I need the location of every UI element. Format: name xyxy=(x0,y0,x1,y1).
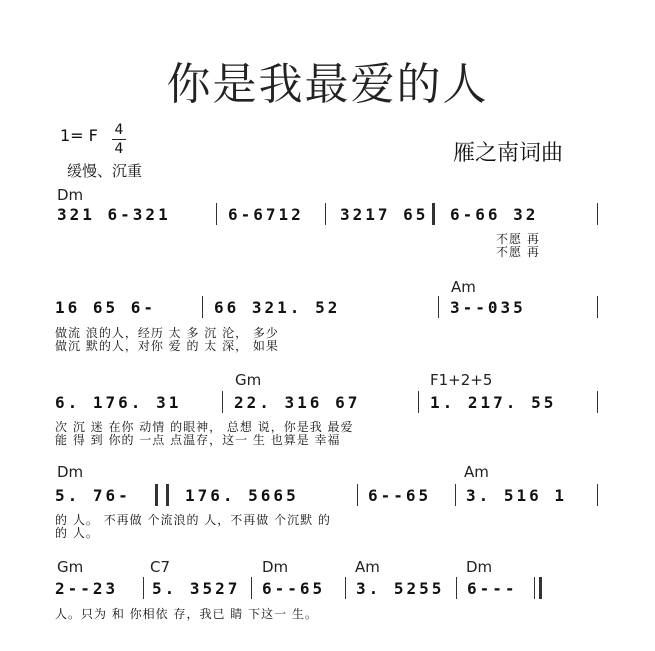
notation-measure: 2--23 xyxy=(55,579,119,598)
bar-line xyxy=(597,484,598,506)
final-bar-thick xyxy=(539,577,542,599)
bar-line xyxy=(418,391,419,413)
bar-line xyxy=(325,203,326,225)
notation-measure: 3--035 xyxy=(450,298,526,317)
bar-line xyxy=(202,296,203,318)
repeat-start-bar xyxy=(432,203,435,225)
time-signature xyxy=(112,122,126,157)
notation-measure: 6--- xyxy=(467,579,518,598)
lyric-line: 的 人。 不再做 个流浪的 人，不再做 个沉默 的 xyxy=(55,513,331,527)
notation-measure: 16 65 6- xyxy=(55,298,157,317)
chord-symbol: C7 xyxy=(150,558,171,576)
chord-symbol: F1+2+5 xyxy=(430,371,493,389)
lyric-line: 不愿 再 xyxy=(496,245,540,259)
lyric-line: 能 得 到 你的 一点 点温存，这一 生 也算是 幸福 xyxy=(55,433,341,447)
composer-credit: 雁之南词曲 xyxy=(453,141,564,166)
notation-measure: 6-66 32 xyxy=(450,205,539,224)
lyric-line: 不愿 再 xyxy=(496,232,540,246)
notation-measure: 6. 176. 31 xyxy=(55,393,182,412)
bar-line xyxy=(597,203,598,225)
chord-symbol: Dm xyxy=(262,558,289,576)
notation-measure: 3217 65 xyxy=(340,205,429,224)
bar-line xyxy=(456,577,457,599)
notation-measure: 321 6-321 xyxy=(57,205,171,224)
chord-symbol: Am xyxy=(355,558,380,576)
bar-line xyxy=(345,577,346,599)
repeat-end-bar xyxy=(155,484,158,506)
notation-measure: 6--65 xyxy=(262,579,326,598)
time-signature-bottom: 4 xyxy=(114,141,124,157)
time-signature-top: 4 xyxy=(114,122,124,138)
notation-measure: 66 321. 52 xyxy=(214,298,341,317)
lyric-line: 人。只为 和 你相依 存，我已 睛 下这一 生。 xyxy=(55,607,318,621)
bar-line xyxy=(455,484,456,506)
notation-measure: 5. 3527 xyxy=(152,579,241,598)
bar-line xyxy=(216,203,217,225)
chord-symbol: Dm xyxy=(57,463,84,481)
chord-symbol: Gm xyxy=(57,558,84,576)
notation-measure: 6--65 xyxy=(368,486,432,505)
bar-line xyxy=(597,391,598,413)
lyric-line: 做沉 默的人，对你 爱 的 太 深， 如果 xyxy=(55,339,279,353)
lyric-line: 的 人。 xyxy=(55,526,99,540)
notation-measure: 22. 316 67 xyxy=(234,393,361,412)
chord-symbol: Am xyxy=(464,463,489,481)
notation-measure: 1. 217. 55 xyxy=(430,393,557,412)
lyric-line: 次 沉 迷 在你 动情 的眼神， 总想 说，你是我 最爱 xyxy=(55,420,354,434)
chord-symbol: Dm xyxy=(466,558,493,576)
notation-measure: 176. 5665 xyxy=(185,486,299,505)
bar-line xyxy=(143,577,144,599)
chord-symbol: Am xyxy=(451,278,476,296)
notation-measure: 6-6712 xyxy=(228,205,304,224)
repeat-start-bar xyxy=(166,484,169,506)
lyric-line: 做流 浪的人，经历 太 多 沉 沦， 多少 xyxy=(55,326,279,340)
tempo-marking: 缓慢、沉重 xyxy=(67,162,143,180)
chord-symbol: Gm xyxy=(235,371,262,389)
bar-line xyxy=(357,484,358,506)
key-signature: 1= F xyxy=(60,126,98,145)
notation-measure: 3. 5255 xyxy=(356,579,445,598)
bar-line xyxy=(222,391,223,413)
bar-line xyxy=(251,577,252,599)
notation-measure: 5. 76- xyxy=(55,486,131,505)
song-title: 你是我最爱的人 xyxy=(166,59,489,110)
notation-measure: 3. 516 1 xyxy=(466,486,568,505)
bar-line xyxy=(597,296,598,318)
final-bar-thin xyxy=(534,577,535,599)
chord-symbol: Dm xyxy=(57,186,84,204)
bar-line xyxy=(438,296,439,318)
